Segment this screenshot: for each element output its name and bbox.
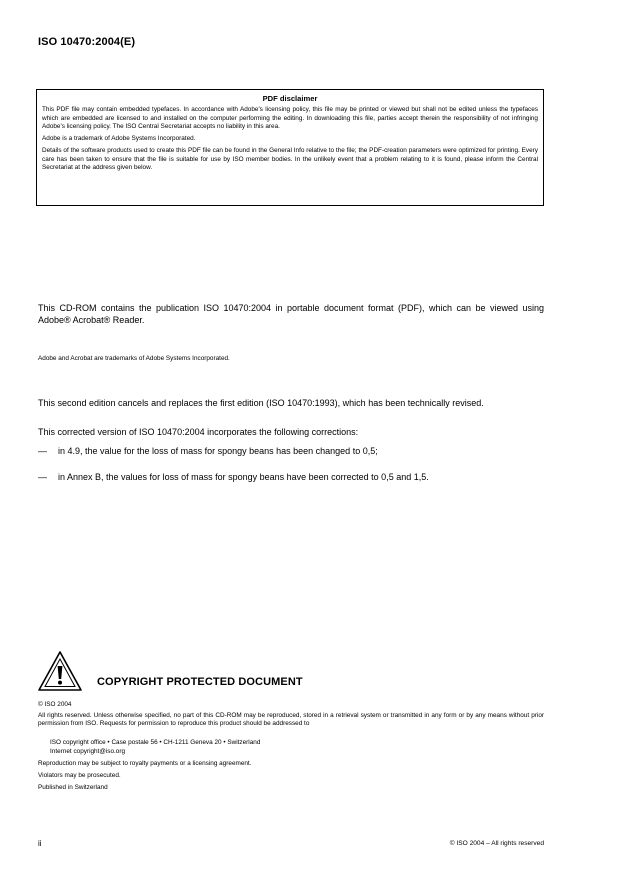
correction-item xyxy=(38,471,544,483)
correction-item xyxy=(38,445,544,457)
published-location: Published in Switzerland xyxy=(38,784,108,791)
copyright-notice: © ISO 2004 xyxy=(38,701,72,708)
warning-triangle-icon xyxy=(37,650,83,692)
correction-text: in Annex B, the values for loss of mass for spongy beans have been corrected to 0,5 and 1,5. xyxy=(58,472,429,482)
cdrom-description: This CD-ROM contains the publication ISO 10470:2004 in portable document format (PDF), which can be viewed using Adobe® Acrobat® Reader. xyxy=(38,303,544,325)
page-number: ii xyxy=(38,839,42,848)
royalty-notice: Reproduction may be subject to royalty payments or a licensing agreement. xyxy=(38,760,252,767)
disclaimer-paragraph: Adobe is a trademark of Adobe Systems Incorporated. xyxy=(42,135,196,143)
violators-notice: Violators may be prosecuted. xyxy=(38,772,121,779)
dash-marker: — xyxy=(38,472,47,482)
trademark-note: Adobe and Acrobat are trademarks of Adobe Systems Incorporated. xyxy=(38,355,230,362)
disclaimer-title: PDF disclaimer xyxy=(262,94,318,103)
pdf-disclaimer-box xyxy=(36,89,544,206)
disclaimer-paragraph: Details of the software products used to create this PDF file can be found in the General Info relative to the file; the PDF-creation parameters were optimized for printing. Every care has been taken to ensure that the file is suitable for use by ISO member bodies. In the unlikely event that a problem relating to it is found, please inform the Central Secretariat at the address given below. xyxy=(42,147,538,172)
copyright-office-address: ISO copyright office • Case postale 56 • CH-1211 Geneva 20 • Switzerland xyxy=(50,739,261,746)
dash-marker: — xyxy=(38,446,47,456)
rights-reserved-text: All rights reserved. Unless otherwise specified, no part of this CD-ROM may be reproduced, stored in a retrieval system or transmitted in any form or by any means without prior permission from ISO. Requests for permission to reproduce this product should be addressed to xyxy=(38,712,544,728)
edition-statement: This second edition cancels and replaces the first edition (ISO 10470:1993), which has been technically revised. xyxy=(38,398,484,408)
corrections-intro: This corrected version of ISO 10470:2004 incorporates the following corrections: xyxy=(38,427,359,437)
disclaimer-paragraph: This PDF file may contain embedded typefaces. In accordance with Adobe's licensing policy, this file may be printed or viewed but shall not be edited unless the typefaces which are embedded are licensed to and installed on the computer performing the editing. In downloading this file, parties accept therein the responsibility of not infringing Adobe's licensing policy. The ISO Central Secretariat accepts no liability in this area. xyxy=(42,106,538,130)
correction-text: in 4.9, the value for the loss of mass for spongy beans has been changed to 0,5; xyxy=(58,446,378,456)
copyright-heading: COPYRIGHT PROTECTED DOCUMENT xyxy=(97,676,303,688)
footer-copyright: © ISO 2004 – All rights reserved xyxy=(449,840,544,847)
copyright-email: Internet copyright@iso.org xyxy=(50,748,126,755)
document-id: ISO 10470:2004(E) xyxy=(38,36,136,48)
